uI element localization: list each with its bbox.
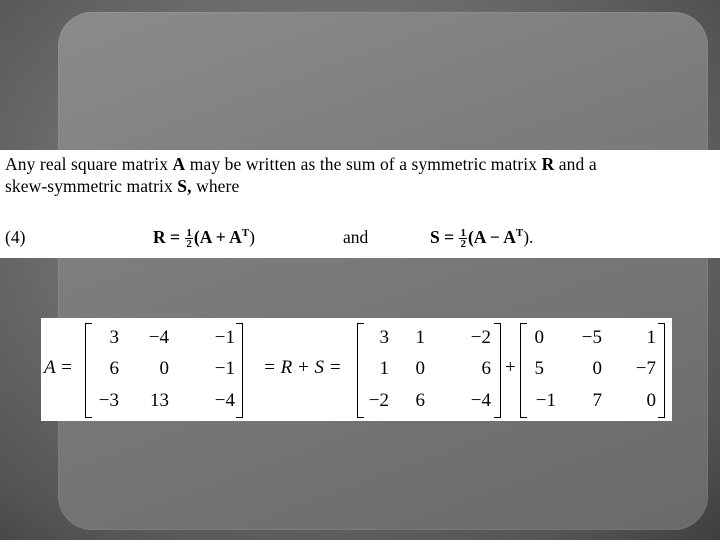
matrix-cell: 1 (415, 327, 425, 348)
matrix-cell: 3 (379, 327, 389, 348)
r-lhs: R = (153, 227, 185, 247)
matrix-symbol-S: S, (177, 176, 192, 196)
matrix-cell: −2 (368, 390, 389, 411)
matrix-cell: 6 (109, 358, 119, 379)
slide-panel (58, 12, 708, 530)
s-formula (430, 227, 533, 249)
lhs-label: A = (44, 357, 73, 378)
transpose-sup: T (241, 227, 250, 240)
matrix-cell: 13 (150, 390, 169, 411)
matrix-cell: 0 (592, 358, 602, 379)
text-fragment: and a (554, 154, 597, 174)
matrix-cell: 7 (592, 390, 602, 411)
matrix-cell: 0 (534, 327, 544, 348)
right-bracket (658, 323, 665, 418)
matrix-S (520, 323, 665, 416)
mid-label: = R + S = (263, 357, 342, 378)
text-fragment: skew-symmetric matrix (5, 176, 178, 196)
matrix-cell: −4 (214, 390, 235, 411)
matrix-cell: −1 (214, 327, 235, 348)
matrix-cell: 0 (415, 358, 425, 379)
matrix-cell: 0 (159, 358, 169, 379)
s-lhs: S = (430, 227, 459, 247)
r-formula (153, 227, 255, 249)
matrix-R (357, 323, 501, 416)
half-fraction (185, 228, 193, 249)
matrix-cell: −3 (98, 390, 119, 411)
right-bracket (236, 323, 243, 418)
fraction-denominator: 2 (186, 238, 192, 251)
r-rhs: (A + A (193, 227, 242, 247)
matrix-cell: 0 (646, 390, 656, 411)
matrix-cell: −7 (635, 358, 656, 379)
transpose-sup: T (515, 227, 524, 240)
r-close: ) (249, 227, 255, 247)
matrix-cell: −2 (470, 327, 491, 348)
text-fragment: where (191, 176, 240, 196)
definition-paragraph (5, 153, 710, 197)
matrix-cell: 1 (379, 358, 389, 379)
equation-number: (4) (5, 227, 26, 247)
matrix-cell: 5 (534, 358, 544, 379)
s-close: ). (523, 227, 534, 247)
matrix-cell: 6 (415, 390, 425, 411)
text-fragment: may be written as the sum of a symmetric matrix (185, 154, 542, 174)
plus-sign: + (505, 357, 516, 378)
matrix-symbol-R: R (541, 154, 555, 174)
equation-row (0, 227, 720, 251)
definition-text-box (0, 150, 720, 258)
matrix-cell: −4 (470, 390, 491, 411)
matrix-cell: 6 (481, 358, 491, 379)
matrix-cell: 3 (109, 327, 119, 348)
fraction-numerator: 1 (186, 227, 192, 240)
matrix-cell: −5 (581, 327, 602, 348)
text-fragment: Any real square matrix (5, 154, 173, 174)
fraction-numerator: 1 (460, 227, 466, 240)
matrix-example-box (41, 318, 672, 421)
matrix-symbol-A: A (172, 154, 186, 174)
matrix-A (85, 323, 243, 416)
fraction-denominator: 2 (460, 238, 466, 251)
and-word: and (343, 227, 369, 247)
right-bracket (494, 323, 501, 418)
matrix-cell: −4 (148, 327, 169, 348)
s-rhs: (A − A (467, 227, 516, 247)
half-fraction (459, 228, 467, 249)
matrix-cell: 1 (646, 327, 656, 348)
matrix-cell: −1 (535, 390, 556, 411)
matrix-cell: −1 (214, 358, 235, 379)
